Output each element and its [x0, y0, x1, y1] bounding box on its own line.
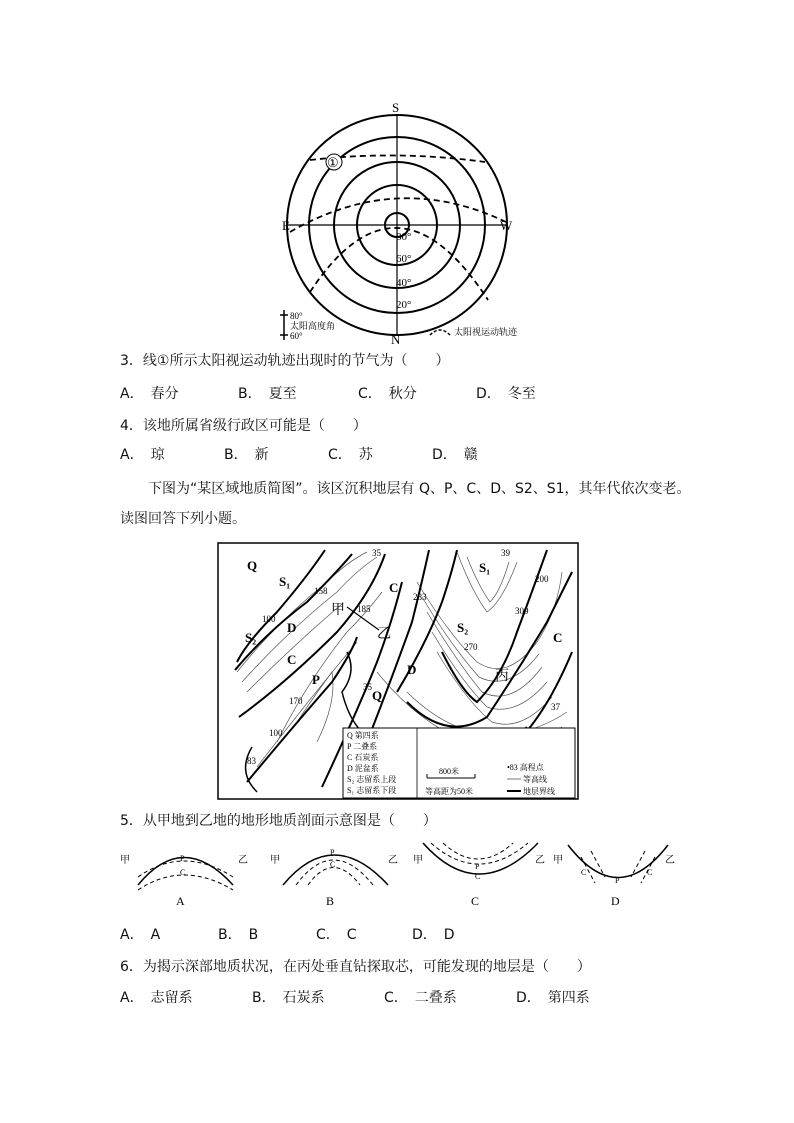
- scale-label: 800米: [439, 767, 459, 776]
- profile-b: [268, 835, 403, 910]
- elev-200: 200: [535, 574, 549, 584]
- map-label-p-1: P: [312, 672, 320, 687]
- legend-80: 80°: [290, 311, 303, 321]
- q4-stem: 4．该地所属省级行政区可能是（ ）: [120, 418, 367, 434]
- legend-track: 太阳视运动轨迹: [454, 327, 518, 337]
- map-label-q-2: Q: [372, 688, 383, 703]
- profile-d-layer-p: P: [615, 876, 620, 885]
- elev-83: 83: [247, 756, 256, 766]
- map-label-c-3: C: [553, 630, 563, 645]
- legend-q: Q 第四系: [347, 731, 379, 740]
- geology-map: [217, 542, 579, 800]
- q6-option-a[interactable]: A． 志留系: [120, 990, 193, 1006]
- q6-option-d[interactable]: D． 第四系: [516, 990, 590, 1006]
- q3-option-b[interactable]: B． 夏至: [238, 386, 297, 402]
- profile-d-layer-c1: C: [581, 868, 587, 877]
- profile-c-layer-c: C: [475, 872, 481, 881]
- profile-a: [118, 835, 253, 910]
- q5-stem: 5．从甲地到乙地的地形地质剖面示意图是（ ）: [120, 813, 437, 829]
- dir-s: S: [392, 100, 400, 115]
- map-label-d-1: D: [287, 620, 297, 635]
- profile-c: [413, 835, 548, 910]
- elev-170: 170: [289, 696, 303, 706]
- dir-w: W: [500, 218, 513, 233]
- profile-b-right: 乙: [388, 855, 398, 866]
- q3-option-a[interactable]: A． 春分: [120, 386, 179, 402]
- elev-270: 270: [464, 642, 478, 652]
- q6-option-b[interactable]: B． 石炭系: [252, 990, 325, 1006]
- q3-stem: 3．线①所示太阳视运动轨迹出现时的节气为（ ）: [120, 353, 450, 369]
- elev-39: 39: [501, 548, 510, 558]
- sun-path-diagram: [270, 100, 540, 345]
- profile-b-layer-p: P: [330, 848, 335, 857]
- alt-60: 60°: [396, 253, 412, 265]
- q5-option-b[interactable]: B． B: [218, 927, 259, 943]
- profile-d-left: 甲: [553, 855, 563, 866]
- profile-c-left: 甲: [413, 855, 423, 866]
- elev-283: 283: [413, 592, 427, 602]
- elev-185: 185: [357, 604, 371, 614]
- track-label-1: ①: [327, 155, 339, 170]
- map-label-s1-2: S₁: [479, 560, 491, 575]
- q4-option-b[interactable]: B． 新: [224, 447, 269, 463]
- intro-line-2: 读图回答下列小题。: [120, 511, 246, 527]
- alt-80: 80°: [396, 231, 412, 243]
- profile-a-left: 甲: [120, 855, 130, 866]
- profile-b-left: 甲: [270, 855, 280, 866]
- legend-s2: S₂ 志留系上段: [347, 775, 397, 784]
- profile-b-layer-c: C: [330, 860, 336, 869]
- q6-option-c[interactable]: C． 二叠系: [384, 990, 457, 1006]
- profile-b-letter: B: [326, 894, 335, 908]
- map-label-s2-1: S₂: [245, 630, 257, 645]
- elev-158: 158: [314, 586, 328, 596]
- legend-p: P 二叠系: [347, 742, 378, 751]
- alt-20: 20°: [396, 299, 412, 311]
- q5-options: [120, 926, 680, 944]
- q3-option-d[interactable]: D． 冬至: [476, 386, 536, 402]
- q5-option-c[interactable]: C． C: [316, 927, 357, 943]
- alt-40: 40°: [396, 277, 412, 289]
- legend-60: 60°: [290, 331, 303, 341]
- elev-100-a: 100: [262, 614, 276, 624]
- legend-d: D 泥盆系: [347, 764, 379, 773]
- q6-stem: 6．为揭示深部地质状况，在丙处垂直钻探取芯，可能发现的地层是（ ）: [120, 959, 591, 975]
- profile-c-letter: C: [471, 894, 480, 908]
- q5-option-a[interactable]: A． A: [120, 927, 161, 943]
- legend-elev-point: •83 高程点: [507, 763, 544, 772]
- profile-c-right: 乙: [535, 855, 545, 866]
- profile-c-layer-p: P: [475, 862, 480, 871]
- map-label-d-2: D: [407, 662, 417, 677]
- profile-a-layer-c: C: [180, 868, 186, 877]
- q4-option-d[interactable]: D． 赣: [432, 447, 478, 463]
- elev-309: 309: [515, 606, 529, 616]
- legend-c: C 石炭系: [347, 753, 379, 762]
- intro-line-1: 下图为“某区域地质简图”。该区沉积地层有 Q、P、C、D、S2、S1，其年代依次变老。: [148, 481, 691, 497]
- profile-d: [553, 835, 688, 910]
- map-label-s2-2: S₂: [457, 620, 469, 635]
- elev-35-b: 35: [363, 682, 372, 692]
- profile-a-letter: A: [176, 894, 185, 908]
- legend-altitude: 太阳高度角: [290, 321, 336, 331]
- profile-a-right: 乙: [238, 855, 248, 866]
- map-label-c-2: C: [389, 580, 399, 595]
- legend-s1: S₁ 志留系下段: [347, 786, 397, 795]
- q4-option-c[interactable]: C． 苏: [328, 447, 373, 463]
- elev-35-a: 35: [372, 548, 381, 558]
- q3-options: [120, 385, 680, 403]
- map-label-q-1: Q: [247, 558, 258, 573]
- q4-options: [120, 446, 680, 464]
- contour-interval: 等高距为50米: [425, 787, 473, 796]
- q5-option-d[interactable]: D． D: [412, 927, 455, 943]
- map-bing: 丙: [495, 669, 509, 684]
- map-label-c-1: C: [287, 652, 297, 667]
- q4-option-a[interactable]: A． 琼: [120, 447, 165, 463]
- map-label-s1-1: S₁: [279, 574, 291, 589]
- legend-contour: 等高线: [523, 775, 547, 784]
- map-jia: 甲: [331, 603, 345, 618]
- profile-d-right: 乙: [665, 855, 675, 866]
- map-yi: 乙: [377, 627, 391, 642]
- q3-option-c[interactable]: C． 秋分: [358, 386, 417, 402]
- dir-e: E: [282, 218, 290, 233]
- elev-37: 37: [551, 702, 560, 712]
- q6-options: [120, 989, 680, 1007]
- dir-n: N: [391, 332, 401, 345]
- profile-d-letter: D: [611, 894, 620, 908]
- profile-a-layer-p: P: [180, 854, 185, 863]
- elev-100-b: 100: [269, 728, 283, 738]
- legend-boundary: 地层界线: [523, 787, 555, 796]
- profile-d-layer-c2: C: [647, 868, 653, 877]
